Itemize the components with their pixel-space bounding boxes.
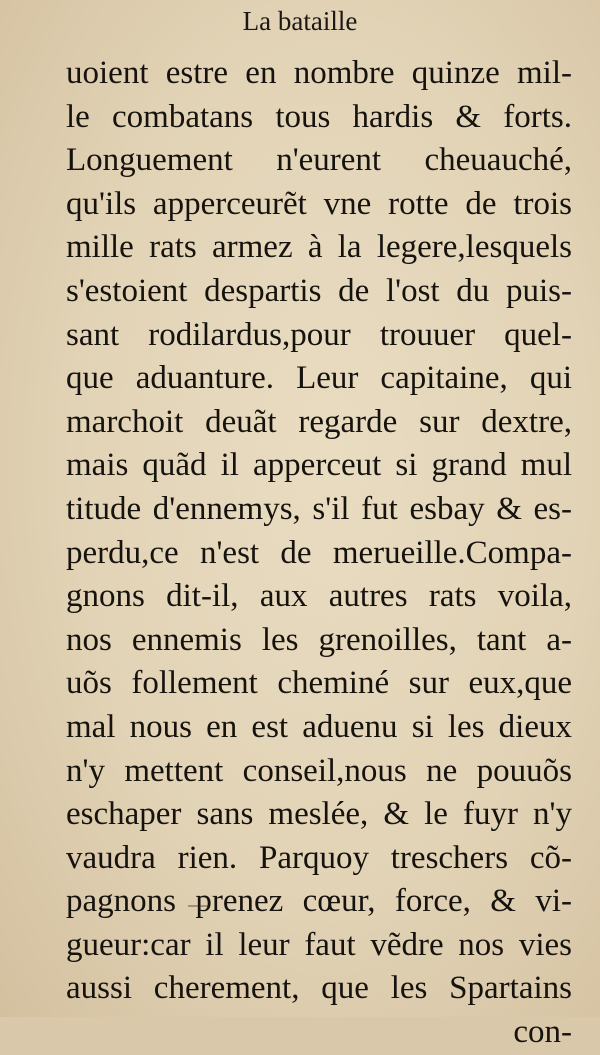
- text-line: sant rodilardus,pour trouuer quel-: [66, 316, 572, 353]
- text-line: vaudra rien. Parquoy treschers cõ-: [66, 839, 572, 876]
- running-head: La bataille: [242, 6, 358, 36]
- text-line: titude d'ennemys, s'il fut esbay & es-: [66, 490, 572, 527]
- text-line: le combatans tous hardis & forts.: [66, 98, 572, 135]
- catchword: con-: [513, 1014, 572, 1051]
- text-block: [66, 52, 572, 1055]
- text-line: s'estoient despartis de l'ost du puis-: [66, 272, 572, 309]
- text-line: n'y mettent conseil,nous ne pouuõs: [66, 752, 572, 789]
- text-line: mais quãd il apperceut si grand mul: [66, 447, 572, 484]
- text-line: mal nous en est aduenu si les dieux: [66, 708, 572, 745]
- text-line: aussi cherement, que les Spartains: [66, 970, 572, 1007]
- text-line: mille rats armez à la legere,lesquels: [66, 229, 572, 266]
- text-line: gnons dit-il, aux autres rats voila,: [66, 578, 572, 615]
- text-line: Longuement n'eurent cheuauché,: [66, 142, 572, 179]
- text-line: marchoit deuãt regarde sur dextre,: [66, 403, 572, 440]
- text-line: eschaper sans meslée, & le fuyr n'y: [66, 796, 572, 833]
- printer-mark: [188, 905, 210, 907]
- text-line: uõs follement cheminé sur eux,que: [66, 665, 572, 702]
- text-line: pagnons prenez cœur, force, & vi-: [66, 883, 572, 920]
- text-line: gueur:car il leur faut vẽdre nos vies: [66, 926, 572, 963]
- text-line: perdu,ce n'est de merueille.Compa-: [66, 534, 572, 571]
- text-line: qu'ils apperceurẽt vne rotte de trois: [66, 185, 572, 222]
- text-line: que aduanture. Leur capitaine, qui: [66, 360, 572, 397]
- text-line: nos ennemis les grenoilles, tant a-: [66, 621, 572, 658]
- text-line: uoient estre en nombre quinze mil-: [66, 55, 572, 91]
